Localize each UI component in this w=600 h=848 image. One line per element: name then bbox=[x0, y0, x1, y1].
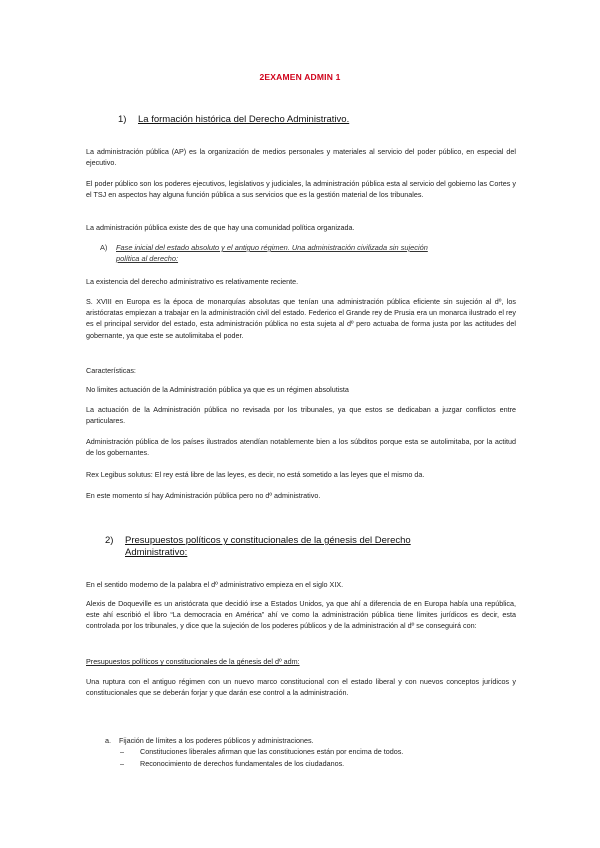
section-2-heading bbox=[105, 535, 455, 559]
dash-item-2 bbox=[120, 758, 344, 769]
paragraph-ap-existe: La administración pública existe des de que hay una comunidad política organizada. bbox=[86, 223, 355, 232]
paragraph-rex-legibus: Rex Legibus solutus: El rey está libre de las leyes, es decir, no está sometido a las leyes que el mismo da. bbox=[86, 470, 425, 479]
dash-item-2-text: Reconocimiento de derechos fundamentales de los ciudadanos. bbox=[140, 759, 345, 768]
paragraph-doqueville: Alexis de Doqueville es un aristócrata que decidió irse a Estados Unidos, ya que ahí a diferencia de en Europa había una república, este ahí escribió el libro “La democracia en América” ahí ve como la administración pública tiene límites jurídicos es decir, esta controlada por los tribunales, y dice que la sujeción de los poderes públicos y de la administración al dº se conseguirá con: bbox=[86, 599, 516, 631]
document-title: 2EXAMEN ADMIN 1 bbox=[259, 72, 341, 82]
list-item-a-text: Fijación de límites a los poderes públicos y administraciones. bbox=[119, 736, 314, 745]
section-2-heading-line2: Administrativo: bbox=[125, 547, 188, 558]
paragraph-este-momento: En este momento sí hay Administración pública pero no dº administrativo. bbox=[86, 491, 321, 500]
section-1-number: 1) bbox=[118, 114, 127, 125]
section-1-heading-text: La formación histórica del Derecho Administrativo. bbox=[138, 114, 350, 125]
paragraph-paises-ilustrados: Administración pública de los países ilustrados atendían notablemente bien a los súbditos porque esta se autolimitaba, por la actitud de los gobernantes. bbox=[86, 437, 516, 458]
paragraph-ruptura: Una ruptura con el antiguo régimen con un nuevo marco constitucional con el estado liberal y con nuevos conceptos jurídicos y constitucionales que se deberán forjar y que darán ese control a la administración. bbox=[86, 677, 516, 698]
dash-item-2-marker: – bbox=[120, 759, 124, 768]
paragraph-poder-publico: El poder público son los poderes ejecutivos, legislativos y judiciales, la administración pública esta al servicio del gobierno las Cortes y el TSJ en aspectos hay alguna función pública a sus servicios que es la gestión material de los tribunales. bbox=[86, 179, 516, 200]
list-item-a-marker: a. bbox=[105, 736, 111, 745]
dash-item-1-marker: – bbox=[120, 747, 124, 756]
paragraph-presupuestos-heading: Presupuestos políticos y constitucionales de la génesis del dº adm: bbox=[86, 657, 300, 666]
subsection-a-line2: política al derecho: bbox=[116, 253, 179, 263]
paragraph-siglo-xviii: S. XVIII en Europa es la época de monarquías absolutas que tenían una administración pública eficiente sin sujeción al dº, los aristócratas empiezan a trabajar en la administración civil del estado. Federico el Grande rey de Prusia era un monarca ilustrado el rey es el principal servidor del estado, esta administración pública no esta sujeta al dº pero actuaba de forma justa por las actitudes del gobernante, ya que este se autolimitaba el poder. bbox=[86, 297, 516, 340]
section-1-heading bbox=[118, 114, 349, 125]
paragraph-existencia: La existencia del derecho administrativo es relativamente reciente. bbox=[86, 277, 299, 286]
section-2-number: 2) bbox=[105, 535, 114, 546]
paragraph-caracteristicas-label: Características: bbox=[86, 366, 136, 375]
subsection-a-number: A) bbox=[100, 243, 108, 252]
paragraph-no-revisada: La actuación de la Administración pública no revisada por los tribunales, ya que estos se dedicaban a juzgar conflictos entre particulares. bbox=[86, 405, 516, 426]
paragraph-no-limites: No limites actuación de la Administración pública ya que es un régimen absolutista bbox=[86, 385, 349, 394]
dash-item-1 bbox=[120, 746, 403, 757]
subsection-a-line1: Fase inicial del estado absoluto y el antiguo régimen. Una administración civilizada sin sujeción bbox=[116, 243, 428, 252]
paragraph-sentido-moderno: En el sentido moderno de la palabra el dº administrativo empieza en el siglo XIX. bbox=[86, 580, 344, 589]
paragraph-ap-definition: La administración pública (AP) es la organización de medios personales y materiales al servicio del poder público, en especial del ejecutivo. bbox=[86, 147, 516, 168]
subsection-a-heading bbox=[100, 243, 518, 265]
dash-item-1-text: Constituciones liberales afirman que las constituciones están por encima de todos. bbox=[140, 747, 404, 756]
section-2-heading-line1: Presupuestos políticos y constitucionales de la génesis del Derecho bbox=[125, 535, 411, 546]
list-item-a bbox=[105, 735, 314, 746]
